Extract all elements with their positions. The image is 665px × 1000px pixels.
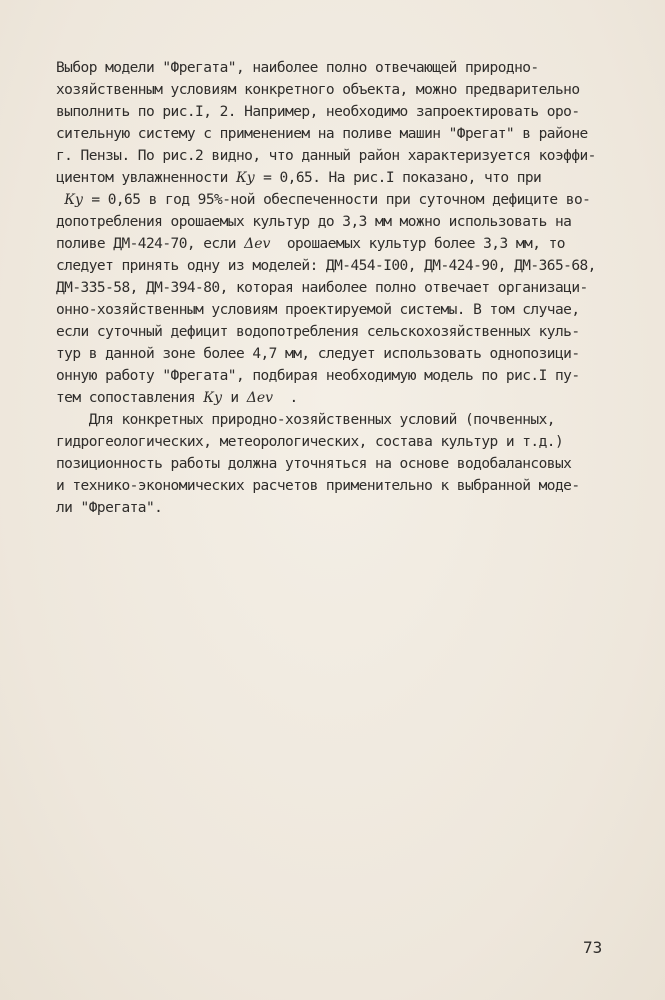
text-line-12: онно-хозяйственным условиям проектируемой системы. В том случае, <box>56 302 580 318</box>
handwritten-symbol: Δev <box>246 390 274 406</box>
text-line-14: тур в данной зоне более 4,7 мм, следует использовать однопозици- <box>56 346 580 362</box>
body-text <box>56 57 616 519</box>
text-line-8: допотребления орошаемых культур до 3,3 мм можно использовать на <box>56 214 572 230</box>
handwritten-symbol: Δev <box>244 236 271 252</box>
text-line-19: позиционность работы должна уточняться на основе водобалансовых <box>56 456 572 472</box>
text-line-3: выполнить по рис.I, 2. Например, необходимо запроектировать оро- <box>56 104 580 120</box>
text-line-13: если суточный дефицит водопотребления сельскохозяйственных куль- <box>56 324 580 340</box>
text-line-20: и технико-экономических расчетов применительно к выбранной моде- <box>56 478 580 494</box>
text-line-11: ДМ-335-58, ДМ-394-80, которая наиболее полно отвечает организаци- <box>56 280 588 296</box>
text-line-4: сительную систему с применением на поливе машин "Фрегат" в районе <box>56 126 588 142</box>
text-line-15: онную работу "Фрегата", подбирая необходимую модель по рис.I пу- <box>56 368 580 384</box>
text-line-5: г. Пензы. По рис.2 видно, что данный район характеризуется коэффи- <box>56 148 596 164</box>
text-line-21: ли "Фрегата". <box>56 500 163 516</box>
text-line-10: следует принять одну из моделей: ДМ-454-I00, ДМ-424-90, ДМ-365-68, <box>56 258 596 274</box>
handwritten-symbol: Ку <box>64 192 84 208</box>
text-line-16: тем сопоставления Ку и Δev . <box>56 390 298 406</box>
text-line-18: гидрогеологических, метеорологических, состава культур и т.д.) <box>56 434 564 450</box>
text-line-2: хозяйственным условиям конкретного объекта, можно предварительно <box>56 82 580 98</box>
text-line-6: циентом увлажненности Ку = 0,65. На рис.I показано, что при <box>56 170 542 186</box>
handwritten-symbol: Ку <box>203 390 223 406</box>
page-number: 73 <box>583 938 603 957</box>
text-line-7: Ку = 0,65 в год 95%-ной обеспеченности при суточном дефиците во- <box>64 192 591 208</box>
text-line-9: поливе ДМ-424-70, если Δev орошаемых культур более 3,3 мм, то <box>56 236 565 252</box>
text-line-1: Выбор модели "Фрегата", наиболее полно отвечающей природно- <box>56 60 539 76</box>
text-line-17: Для конкретных природно-хозяйственных условий (почвенных, <box>56 412 555 428</box>
handwritten-symbol: Ку <box>235 170 255 186</box>
